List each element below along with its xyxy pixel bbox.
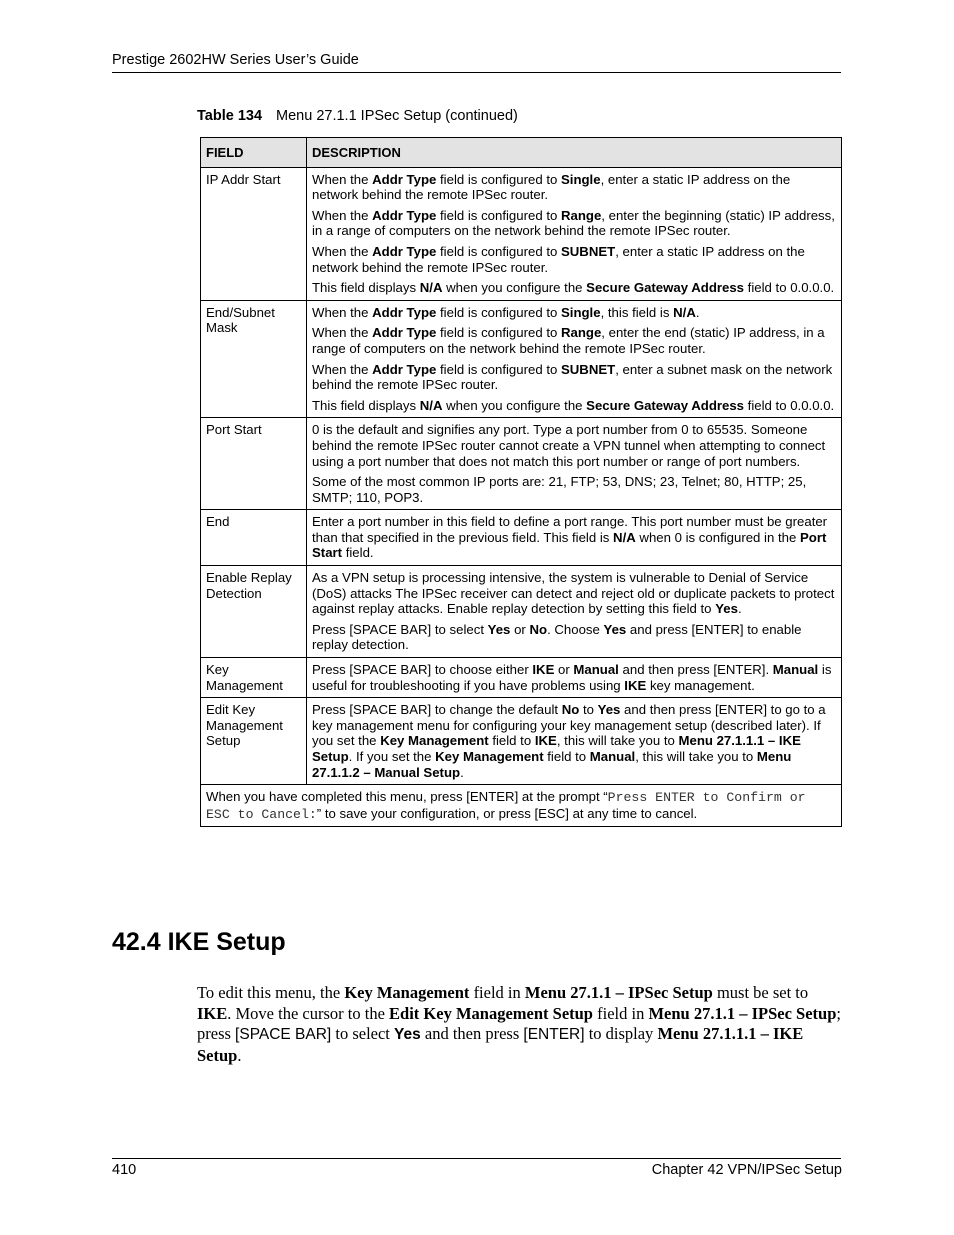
running-header: Prestige 2602HW Series User’s Guide — [112, 52, 359, 68]
table-row — [201, 658, 842, 698]
table-footer-note: When you have completed this menu, press [ENTER] at the prompt “Press ENTER to Confirm or ESC to Cancel:” to save your configuration, or press [ESC] at any time to cancel. — [201, 785, 842, 827]
description-paragraph: Press [SPACE BAR] to choose either IKE or Manual and then press [ENTER]. Manual is useful for troubleshooting if you have problems using IKE key management. — [312, 662, 832, 693]
description-paragraph: Some of the most common IP ports are: 21, FTP; 53, DNS; 23, Telnet; 80, HTTP; 25, SMTP; 110, POP3. — [312, 474, 807, 505]
description-cell — [307, 658, 842, 698]
table-caption-label: Table 134 — [197, 108, 263, 124]
description-cell — [307, 698, 842, 785]
field-description-table — [200, 137, 842, 827]
description-cell — [307, 566, 842, 658]
chapter-title: Chapter 42 VPN/IPSec Setup — [651, 1162, 842, 1178]
footer-divider — [112, 1158, 841, 1159]
description-paragraph: When the Addr Type field is configured to Single, enter a static IP address on the network behind the remote IPSec router. — [312, 171, 791, 203]
description-cell — [307, 510, 842, 566]
field-name-cell: Edit Key Management Setup — [201, 698, 307, 785]
table-caption — [197, 108, 518, 124]
table-row — [201, 698, 842, 785]
description-paragraph: Enter a port number in this field to define a port range. This port number must be greater than that specified in the previous field. This field is N/A when 0 is configured in the Port Start field. — [312, 514, 828, 561]
description-paragraph: When the Addr Type field is configured to Range, enter the end (static) IP address, in a range of computers on the network behind the remote IPSec router. — [312, 325, 825, 356]
description-cell — [307, 418, 842, 510]
field-name-cell: End — [201, 510, 307, 566]
field-column-header: FIELD — [201, 138, 307, 168]
description-paragraph: When the Addr Type field is configured to Single, this field is N/A. — [312, 304, 700, 320]
table-note-row — [201, 785, 842, 827]
table-row — [201, 300, 842, 418]
field-name-cell: Key Management — [201, 658, 307, 698]
field-name-cell: IP Addr Start — [201, 167, 307, 300]
page-number: 410 — [112, 1162, 137, 1178]
table-header-row — [201, 138, 842, 168]
description-paragraph: Press [SPACE BAR] to select Yes or No. Choose Yes and press [ENTER] to enable replay detection. — [312, 621, 802, 653]
table-body — [201, 167, 842, 827]
header-divider — [112, 72, 841, 73]
description-paragraph: As a VPN setup is processing intensive, the system is vulnerable to Denial of Service (DoS) attacks The IPSec receiver can detect and reject old or duplicate packets to protect against replay attacks. Enable replay detection by setting this field to Yes. — [312, 570, 835, 617]
table-row — [201, 510, 842, 566]
section-body-paragraph: To edit this menu, the Key Management field in Menu 27.1.1 – IPSec Setup must be set to IKE. Move the cursor to the Edit Key Management Setup field in Menu 27.1.1 – IPSec Setup; press [SPACE BAR] to select Yes and then press [ENTER] to display Menu 27.1.1.1 – IKE Setup. — [197, 983, 841, 1065]
description-cell — [307, 167, 842, 300]
field-name-cell: Enable Replay Detection — [201, 566, 307, 658]
description-paragraph: This field displays N/A when you configure the Secure Gateway Address field to 0.0.0.0. — [312, 280, 835, 296]
table-row — [201, 167, 842, 300]
description-paragraph: Press [SPACE BAR] to change the default No to Yes and then press [ENTER] to go to a key management menu for configuring your key management setup (described later). If you set the Key Management field to IKE, this will take you to Menu 27.1.1.1 – IKE Setup. If you set the Key Management field to Manual, this will take you to Menu 27.1.1.2 – Manual Setup. — [312, 702, 826, 780]
description-paragraph: 0 is the default and signifies any port. Type a port number from 0 to 65535. Someone behind the remote IPSec router cannot create a VPN tunnel when attempting to connect using a port number that does not match this port number or range of port numbers. — [312, 422, 826, 469]
table-row — [201, 566, 842, 658]
description-cell — [307, 300, 842, 418]
table-row — [201, 418, 842, 510]
field-name-cell: Port Start — [201, 418, 307, 510]
section-heading: 42.4 IKE Setup — [112, 928, 286, 956]
description-paragraph: This field displays N/A when you configure the Secure Gateway Address field to 0.0.0.0. — [312, 397, 835, 413]
description-paragraph: When the Addr Type field is configured to Range, enter the beginning (static) IP address, in a range of computers on the network behind the remote IPSec router. — [312, 207, 835, 239]
description-paragraph: When the Addr Type field is configured to SUBNET, enter a subnet mask on the network behind the remote IPSec router. — [312, 361, 833, 393]
description-column-header: DESCRIPTION — [307, 138, 842, 168]
table-caption-text: Menu 27.1.1 IPSec Setup (continued) — [276, 108, 518, 124]
description-paragraph: When the Addr Type field is configured to SUBNET, enter a static IP address on the network behind the remote IPSec router. — [312, 243, 805, 275]
field-name-cell: End/Subnet Mask — [201, 300, 307, 418]
